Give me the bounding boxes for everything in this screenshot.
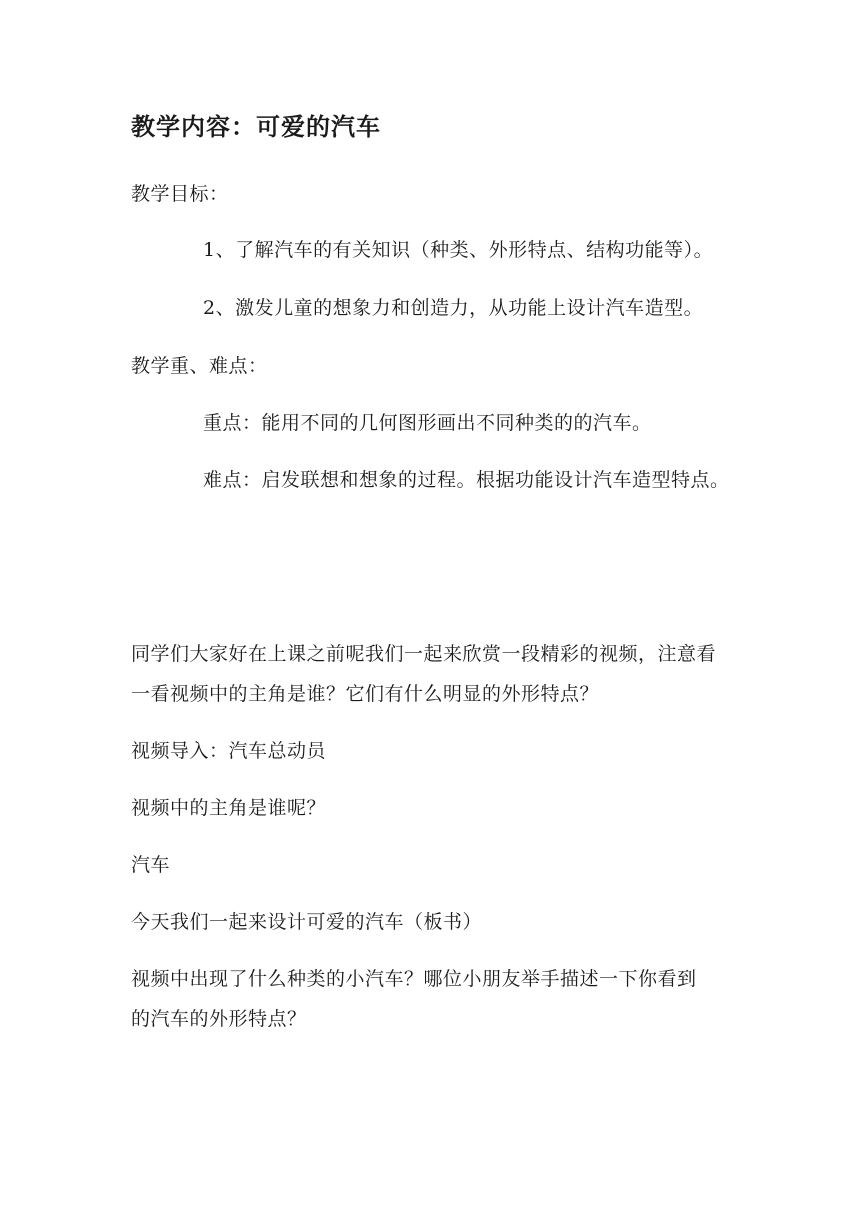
goal-item: 1、了解汽车的有关知识（种类、外形特点、结构功能等）。: [203, 239, 714, 261]
today-line: 今天我们一起来设计可爱的汽车（板书）: [131, 911, 483, 933]
goal-item: 2、激发儿童的想象力和创造力，从功能上设计汽车造型。: [203, 297, 704, 319]
goals-heading: 教学目标：: [131, 183, 229, 205]
key-point-item: 重点：能用不同的几何图形画出不同种类的的汽车。: [203, 412, 652, 434]
answer-line: 汽车: [131, 854, 171, 876]
video-intro-line: 视频导入：汽车总动员: [131, 740, 327, 762]
document-title: 教学内容：可爱的汽车: [131, 113, 381, 141]
intro-paragraph-line: 一看视频中的主角是谁？它们有什么明显的外形特点？: [131, 683, 600, 705]
question-paragraph-line: 的汽车的外形特点？: [131, 1008, 307, 1030]
question-line: 视频中的主角是谁呢？: [131, 797, 327, 819]
key-point-item: 难点：启发联想和想象的过程。根据功能设计汽车造型特点。: [203, 469, 730, 491]
intro-paragraph-line: 同学们大家好在上课之前呢我们一起来欣赏一段精彩的视频，注意看: [131, 643, 717, 665]
key-points-heading: 教学重、难点：: [131, 355, 268, 377]
question-paragraph-line: 视频中出现了什么种类的小汽车？哪位小朋友举手描述一下你看到: [131, 968, 697, 990]
